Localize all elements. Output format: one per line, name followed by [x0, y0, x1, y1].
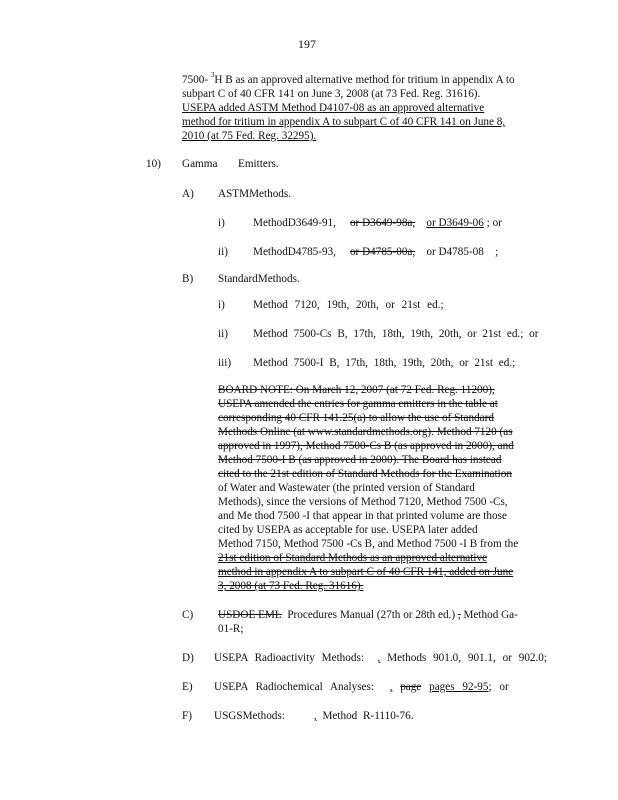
item-a-ii-deleted: or D4785-00a, — [349, 246, 416, 258]
note-line-1: BOARD NOTE: On March 12, 2007 (at 72 Fed. Reg. 11200), — [218, 384, 495, 396]
item-f-a: USGSMethods: — [214, 710, 285, 722]
item-c-label: C) — [182, 609, 194, 621]
item-b-iii-number: iii) — [218, 357, 232, 369]
intro-line-1-sup: 3 — [210, 71, 215, 80]
intro-line-4: method for tritium in appendix A to subpart C of 40 CFR 141 on June 8, — [182, 116, 506, 128]
note-line-11: cited by USEPA as acceptable for use. USEPA later added — [218, 524, 478, 536]
intro-line-3: USEPA added ASTM Method D4107-08 as an approved alternative — [182, 102, 485, 114]
item-b-iii-text: Method 7500-I B, 17th, 18th, 19th, 20th, or 21st ed.; — [253, 357, 516, 369]
note-line-9: Methods), since the versions of Method 7120, Method 7500 -Cs, — [218, 496, 508, 508]
item-b-i-number: i) — [218, 299, 225, 311]
item-10-number: 10) — [146, 158, 161, 170]
item-10-label-2: Emitters. — [238, 158, 279, 170]
note-line-12: Method 7150, Method 7500 -Cs B, and Method 7500 -I B from the — [218, 538, 519, 550]
item-e-text — [214, 681, 509, 694]
item-b-title: StandardMethods. — [218, 273, 300, 285]
item-f-label: F) — [182, 710, 192, 722]
note-line-10: and Me thod 7500 -I that appear in that printed volume are those — [218, 510, 507, 522]
item-a-label: A) — [182, 188, 194, 200]
item-e-inserted-comma: , — [389, 681, 393, 693]
item-b-ii-text: Method 7500-Cs B, 17th, 18th, 19th, 20th, or 21st ed.; or — [253, 328, 539, 340]
item-d-inserted-comma: , — [377, 652, 381, 664]
item-c-manual: Procedures Manual (27th or 28th ed.) — [287, 609, 456, 621]
item-c-deleted-comma: , — [457, 609, 461, 621]
item-a-ii-method: MethodD4785-93, — [253, 246, 336, 258]
item-e-deleted-page: page — [400, 681, 422, 693]
item-b-ii-number: ii) — [218, 328, 228, 340]
intro-line-5: 2010 (at 75 Fed. Reg. 32295). — [182, 130, 317, 142]
item-d-a: USEPA Radioactivity Methods: — [214, 652, 364, 664]
item-10-label: Gamma — [182, 158, 218, 170]
note-line-8: of Water and Wastewater (the printed version of Standard — [218, 482, 475, 494]
intro-line-1 — [182, 71, 515, 87]
item-c-line-2: 01-R; — [218, 623, 244, 635]
intro-line-1-a: 7500- — [182, 74, 209, 86]
item-b-i-text: Method 7120, 19th, 20th, or 21st ed.; — [253, 299, 444, 311]
item-f-inserted-comma: , — [313, 710, 317, 722]
note-line-13: 21st edition of Standard Methods as an approved alternative — [218, 552, 488, 564]
note-line-3: corresponding 40 CFR 141.25(a) to allow the use of Standard — [218, 412, 494, 424]
note-line-7: cited to the 21st edition of Standard Methods for the Examination — [218, 468, 512, 480]
item-a-i-method: MethodD3649-91, — [253, 217, 336, 229]
item-a-title: ASTMMethods. — [218, 188, 292, 200]
note-line-5: approved in 1997), Method 7500-Cs B (as approved in 2000), and — [218, 440, 514, 452]
item-c-deleted: USDOE EML — [218, 609, 282, 621]
intro-line-1-b: H B as an approved alternative method for tritium in appendix A to — [214, 74, 515, 86]
item-d-label: D) — [182, 652, 194, 664]
item-c-method: Method Ga- — [463, 609, 518, 621]
item-a-i-end: ; or — [486, 217, 502, 229]
item-c-text — [218, 609, 518, 622]
note-line-6: Method 7500-I B (as approved in 2000). The Board has instead — [218, 454, 502, 466]
item-a-ii-end: ; — [495, 246, 499, 258]
item-e-a: USEPA Radiochemical Analyses: — [214, 681, 374, 693]
item-f-b: Method R-1110-76. — [322, 710, 414, 722]
item-a-i-number: i) — [218, 217, 225, 229]
item-e-inserted-pages: pages 92-95 — [429, 681, 489, 693]
item-f-text — [214, 710, 414, 723]
intro-line-2: subpart C of 40 CFR 141 on June 3, 2008 (at 73 Fed. Reg. 31616). — [182, 88, 481, 100]
item-a-ii-method-2: or D4785-08 — [426, 246, 484, 258]
item-a-ii-text — [253, 246, 498, 259]
item-a-i-deleted: or D3649-98a, — [349, 217, 416, 229]
item-e-label: E) — [182, 681, 193, 693]
page-number: 197 — [298, 37, 316, 51]
item-b-label: B) — [182, 273, 194, 285]
note-line-15: 3, 2008 (at 73 Fed. Reg. 31616). — [218, 580, 364, 592]
item-a-i-inserted: or D3649-06 — [426, 217, 484, 229]
item-e-end: ; or — [488, 681, 509, 693]
note-line-4: Methods Online (at www.standardmethods.org). Method 7120 (as — [218, 426, 513, 438]
item-d-b: Methods 901.0, 901.1, or 902.0; — [387, 652, 548, 664]
item-a-i-text — [253, 217, 502, 230]
item-d-text — [214, 652, 547, 665]
item-a-ii-number: ii) — [218, 246, 228, 258]
note-line-14: method in appendix A to subpart C of 40 CFR 141, added on June — [218, 566, 514, 578]
note-line-2: USEPA amended the entries for gamma emitters in the table at — [218, 398, 498, 410]
